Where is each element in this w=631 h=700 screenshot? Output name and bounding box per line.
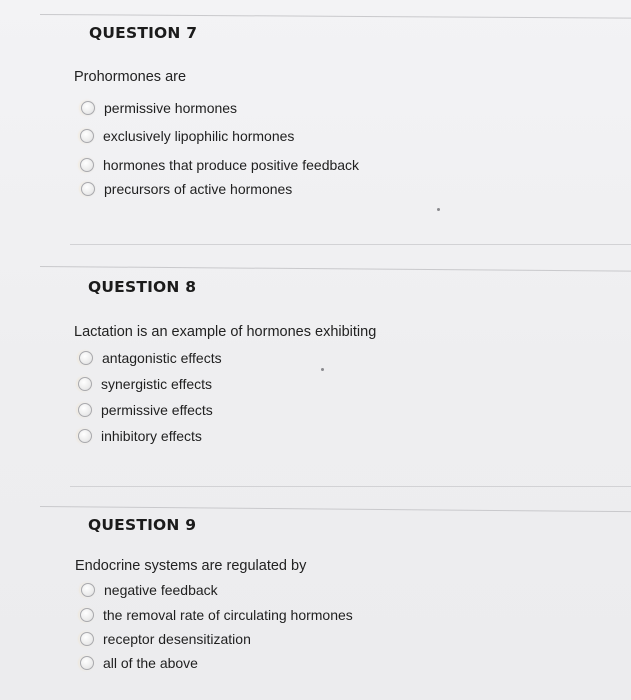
answer-option[interactable]	[80, 152, 359, 178]
radio-button[interactable]	[78, 403, 92, 417]
cursor-speck	[321, 368, 324, 371]
answer-option[interactable]	[81, 96, 359, 120]
divider-top	[40, 14, 631, 19]
answer-option[interactable]	[79, 345, 222, 371]
answer-options	[79, 577, 353, 675]
radio-button[interactable]	[80, 158, 94, 172]
cursor-speck	[437, 208, 440, 211]
radio-button[interactable]	[78, 429, 92, 443]
answer-option[interactable]	[80, 120, 359, 152]
answer-options	[78, 345, 222, 449]
question-title: QUESTION 8	[88, 278, 197, 296]
radio-button[interactable]	[78, 377, 92, 391]
option-label: inhibitory effects	[101, 428, 202, 444]
answer-option[interactable]	[80, 603, 353, 627]
question-prompt: Lactation is an example of hormones exhibiting	[74, 324, 377, 340]
radio-button[interactable]	[81, 583, 95, 597]
divider-q8-top	[40, 266, 631, 272]
answer-option[interactable]	[80, 627, 353, 651]
answer-option[interactable]	[78, 397, 222, 423]
option-label: permissive effects	[101, 402, 213, 418]
radio-button[interactable]	[80, 608, 94, 622]
option-label: negative feedback	[104, 582, 218, 598]
option-label: hormones that produce positive feedback	[103, 157, 360, 173]
question-prompt: Prohormones are	[74, 69, 187, 85]
option-label: receptor desensitization	[103, 631, 251, 647]
answer-option[interactable]	[78, 371, 222, 397]
option-label: all of the above	[103, 655, 198, 671]
option-label: synergistic effects	[101, 376, 213, 392]
radio-button[interactable]	[81, 101, 95, 115]
option-label: permissive hormones	[104, 100, 238, 116]
answer-option[interactable]	[81, 577, 353, 603]
answer-options	[79, 96, 359, 200]
option-label: exclusively lipophilic hormones	[103, 128, 295, 144]
divider-q8-bottom	[70, 486, 631, 487]
divider-q9-top	[40, 506, 631, 512]
radio-button[interactable]	[80, 656, 94, 670]
option-label: precursors of active hormones	[104, 181, 293, 197]
divider-q7-bottom	[70, 244, 631, 245]
radio-button[interactable]	[80, 129, 94, 143]
question-title: QUESTION 7	[89, 24, 198, 42]
question-title: QUESTION 9	[88, 516, 197, 534]
question-prompt: Endocrine systems are regulated by	[75, 558, 307, 574]
radio-button[interactable]	[79, 351, 93, 365]
answer-option[interactable]	[81, 178, 359, 200]
option-label: the removal rate of circulating hormones	[103, 607, 353, 623]
radio-button[interactable]	[81, 182, 95, 196]
answer-option[interactable]	[78, 423, 222, 449]
radio-button[interactable]	[80, 632, 94, 646]
answer-option[interactable]	[80, 651, 353, 675]
option-label: antagonistic effects	[102, 350, 222, 366]
